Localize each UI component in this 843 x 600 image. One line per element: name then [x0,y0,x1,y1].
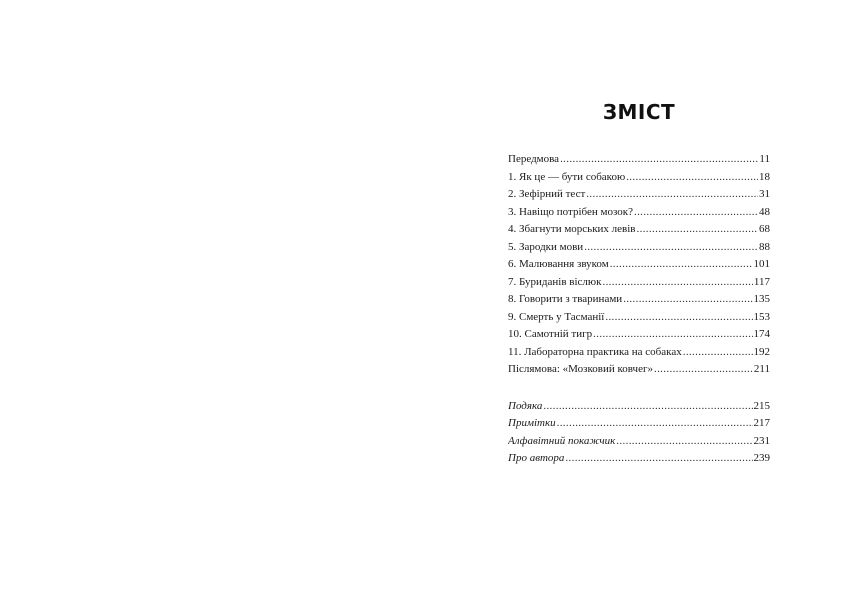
toc-entry-label: 6. Малювання звуком [508,258,609,270]
toc-entry-page: 174 [753,328,770,340]
toc-entry-label: 9. Смерть у Тасманії [508,310,605,323]
dot-leader [543,398,752,416]
toc-entry-page: 117 [753,275,770,288]
dot-leader [602,274,752,292]
toc-entry-label: Подяка [508,399,543,412]
dot-leader [616,433,752,451]
toc-entry-page: 239 [753,452,770,464]
toc-entry-page: 192 [753,345,770,358]
toc-entry-notes [508,415,770,433]
toc-entry-about-author [508,450,770,468]
toc-entry-label: 4. Збагнути морських левів [508,223,636,235]
toc-entry-preface [508,151,770,169]
toc-entry-label: 11. Лабораторна практика на собаках [508,345,682,358]
toc-entry-chapter-3 [508,204,770,222]
toc-entry-label: Про автора [508,452,565,464]
dot-leader [623,291,752,309]
toc-entry-chapter-4 [508,221,770,239]
dot-leader [593,326,752,344]
toc-entry-chapter-8 [508,291,770,309]
toc-entry-label: 5. Зародки мови [508,240,584,253]
toc-entry-label: 7. Буриданів віслюк [508,275,602,288]
toc-entry-acknowledgements [508,398,770,416]
dot-leader [557,415,753,433]
dot-leader [683,344,753,362]
toc-entry-afterword [508,361,770,379]
toc-entry-page: 31 [759,188,770,200]
table-of-contents [508,151,770,468]
dot-leader [605,309,752,327]
toc-entry-chapter-6 [508,256,770,274]
toc-entry-page: 215 [753,399,770,412]
toc-entry-chapter-9 [508,309,770,327]
toc-entry-page: 231 [753,434,770,447]
toc-entry-chapter-5 [508,239,770,257]
toc-entry-label: Післямова: «Мозковий ковчег» [508,363,653,375]
dot-leader [586,186,758,204]
toc-entry-label: 8. Говорити з тваринами [508,293,623,305]
toc-entry-page: 153 [753,310,770,323]
toc-entry-chapter-11 [508,344,770,362]
dot-leader [637,221,759,239]
toc-entry-label: 1. Як це — бути собакою [508,170,626,183]
toc-entry-page: 101 [753,258,770,270]
toc-entry-label: Примітки [508,417,556,429]
toc-entry-page: 48 [759,205,770,218]
toc-entry-label: 2. Зефірний тест [508,188,586,200]
toc-entry-label: 10. Самотній тигр [508,328,593,340]
toc-entry-page: 217 [753,417,770,429]
dot-leader [584,239,758,257]
toc-entry-page: 68 [759,223,770,235]
toc-entry-page: 211 [753,363,770,375]
toc-entry-chapter-10 [508,326,770,344]
dot-leader [654,361,753,379]
toc-entry-label: 3. Навіщо потрібен мозок? [508,205,633,218]
toc-back-matter [508,398,770,468]
toc-entry-label: Передмова [508,153,560,165]
dot-leader [626,169,758,187]
toc-entry-label: Алфавітний покажчик [508,434,616,447]
toc-entry-page: 18 [759,170,770,183]
dot-leader [610,256,753,274]
dot-leader [560,151,758,169]
toc-entry-chapter-2 [508,186,770,204]
dot-leader [634,204,758,222]
toc-entry-chapter-1 [508,169,770,187]
toc-entry-chapter-7 [508,274,770,292]
toc-entry-page: 88 [759,240,770,253]
dot-leader [565,450,752,468]
toc-chapters [508,151,770,379]
toc-entry-page: 135 [753,293,770,305]
toc-entry-index [508,433,770,451]
toc-entry-page: 11 [759,153,770,165]
page-title: ЗМІСТ [602,100,676,124]
